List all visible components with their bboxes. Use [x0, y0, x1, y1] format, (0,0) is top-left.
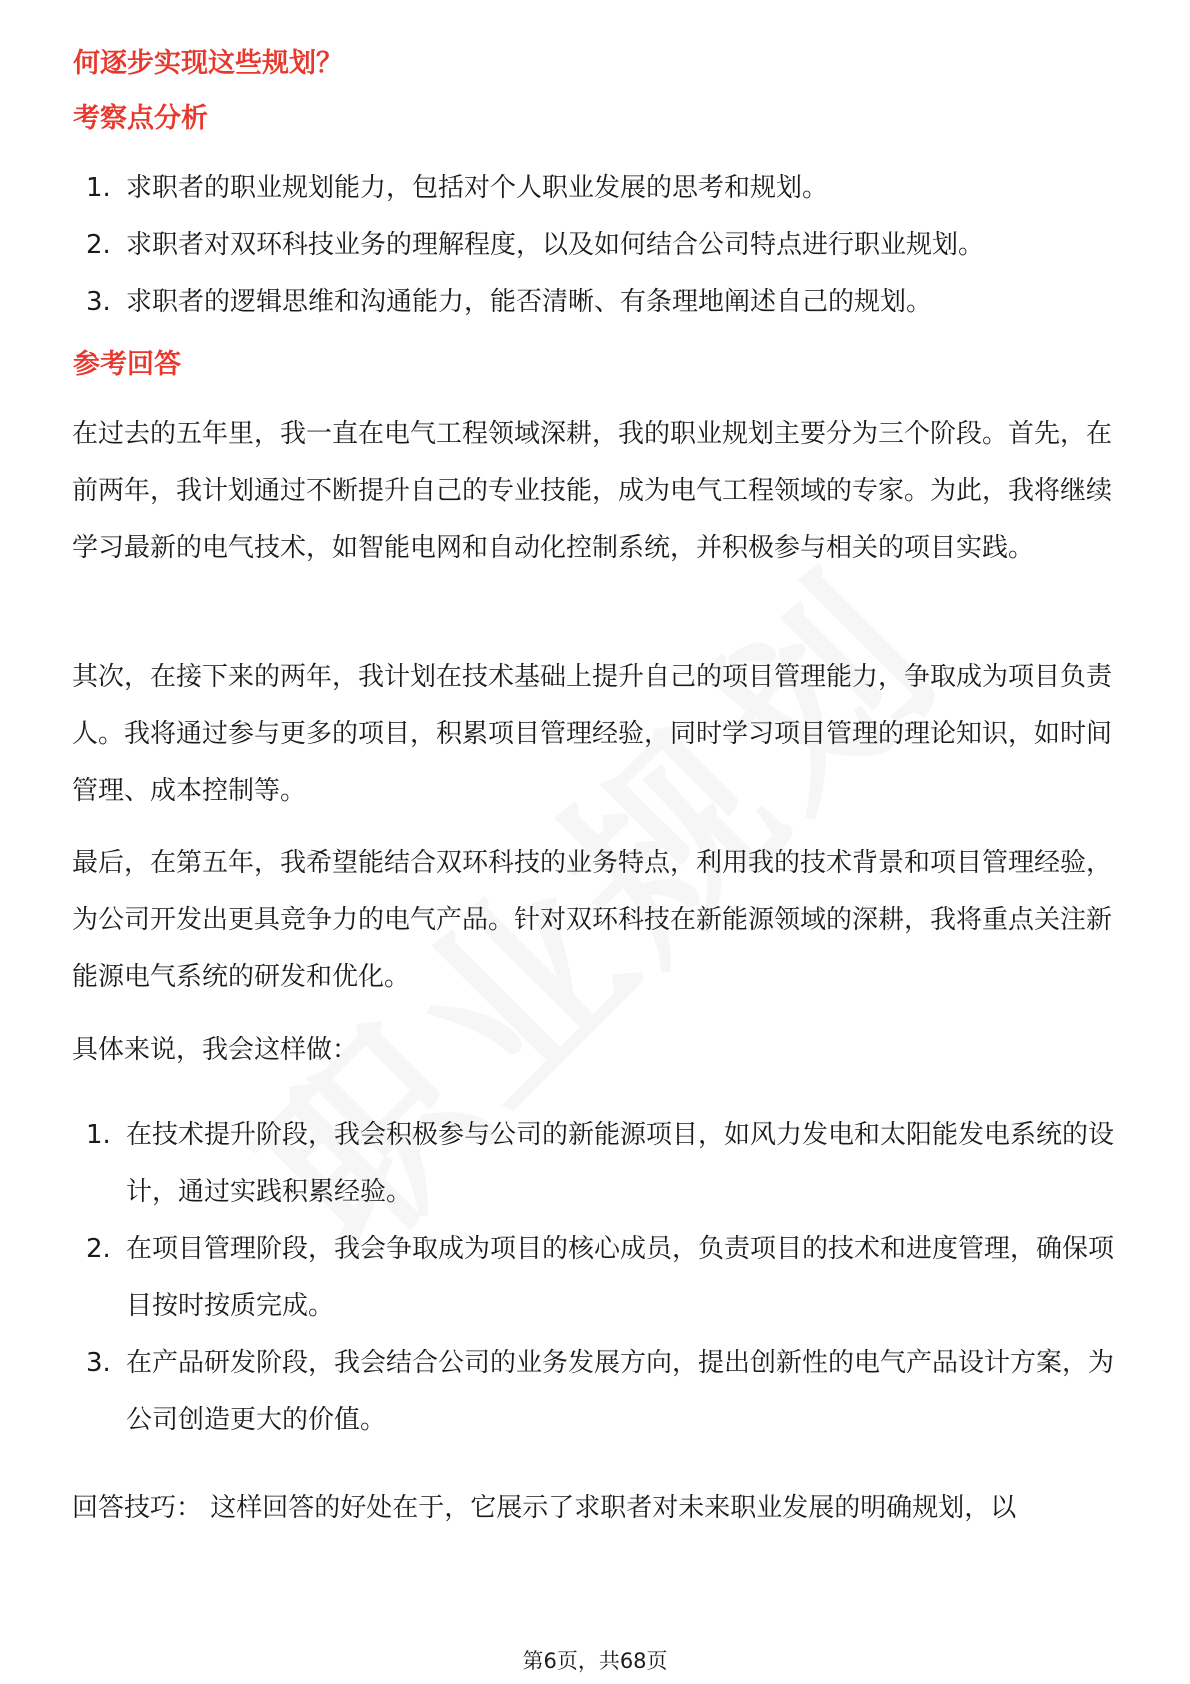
analysis-heading: 考察点分析 — [73, 103, 208, 134]
answer-steps-list — [0, 1107, 1190, 1449]
answer-paragraph-1: 在过去的五年里，我一直在电气工程领域深耕，我的职业规划主要分为三个阶段。首先，在前两年，我计划通过不断提升自己的专业技能，成为电气工程领域的专家。为此，我将继续学习最新的电气技术，如智能电网和自动化控制系统，并积极参与相关的项目实践。 — [72, 419, 1113, 563]
list-item — [0, 217, 1116, 274]
list-item-text: 在项目管理阶段，我会争取成为项目的核心成员，负责项目的技术和进度管理，确保项目按时按质完成。 — [126, 1234, 1115, 1321]
list-number: 3. — [86, 1348, 111, 1378]
list-item-text: 在技术提升阶段，我会积极参与公司的新能源项目，如风力发电和太阳能发电系统的设计，通过实践积累经验。 — [126, 1120, 1115, 1207]
list-item-text: 求职者的逻辑思维和沟通能力，能否清晰、有条理地阐述自己的规划。 — [126, 287, 933, 317]
answer-heading: 参考回答 — [73, 349, 181, 380]
list-number: 2. — [86, 230, 111, 260]
answer-paragraph-3: 最后，在第五年，我希望能结合双环科技的业务特点，利用我的技术背景和项目管理经验，为公司开发出更具竞争力的电气产品。针对双环科技在新能源领域的深耕，我将重点关注新能源电气系统的研发和优化。 — [72, 848, 1113, 992]
list-item-text: 求职者对双环科技业务的理解程度，以及如何结合公司特点进行职业规划。 — [126, 230, 985, 260]
list-item-text: 求职者的职业规划能力，包括对个人职业发展的思考和规划。 — [126, 173, 829, 203]
answer-paragraph-4: 具体来说，我会这样做： — [72, 1035, 359, 1065]
list-item — [0, 1335, 1116, 1449]
list-item — [0, 274, 1116, 331]
list-number: 1. — [86, 173, 111, 203]
list-item — [0, 1221, 1116, 1335]
list-number: 2. — [86, 1234, 111, 1264]
analysis-list — [0, 160, 1190, 331]
list-number: 3. — [86, 287, 111, 317]
list-item — [0, 1107, 1116, 1221]
list-item — [0, 160, 1116, 217]
list-number: 1. — [86, 1120, 111, 1150]
answer-tips: 回答技巧： 这样回答的好处在于，它展示了求职者对未来职业发展的明确规划，以 — [72, 1493, 1017, 1523]
list-item-text: 在产品研发阶段，我会结合公司的业务发展方向，提出创新性的电气产品设计方案，为公司创造更大的价值。 — [126, 1348, 1115, 1435]
section-title-continued: 何逐步实现这些规划？ — [73, 48, 343, 79]
page-footer: 第6页，共68页 — [522, 1649, 668, 1673]
answer-paragraph-2: 其次，在接下来的两年，我计划在技术基础上提升自己的项目管理能力，争取成为项目负责人。我将通过参与更多的项目，积累项目管理经验，同时学习项目管理的理论知识，如时间管理、成本控制等。 — [72, 662, 1113, 806]
